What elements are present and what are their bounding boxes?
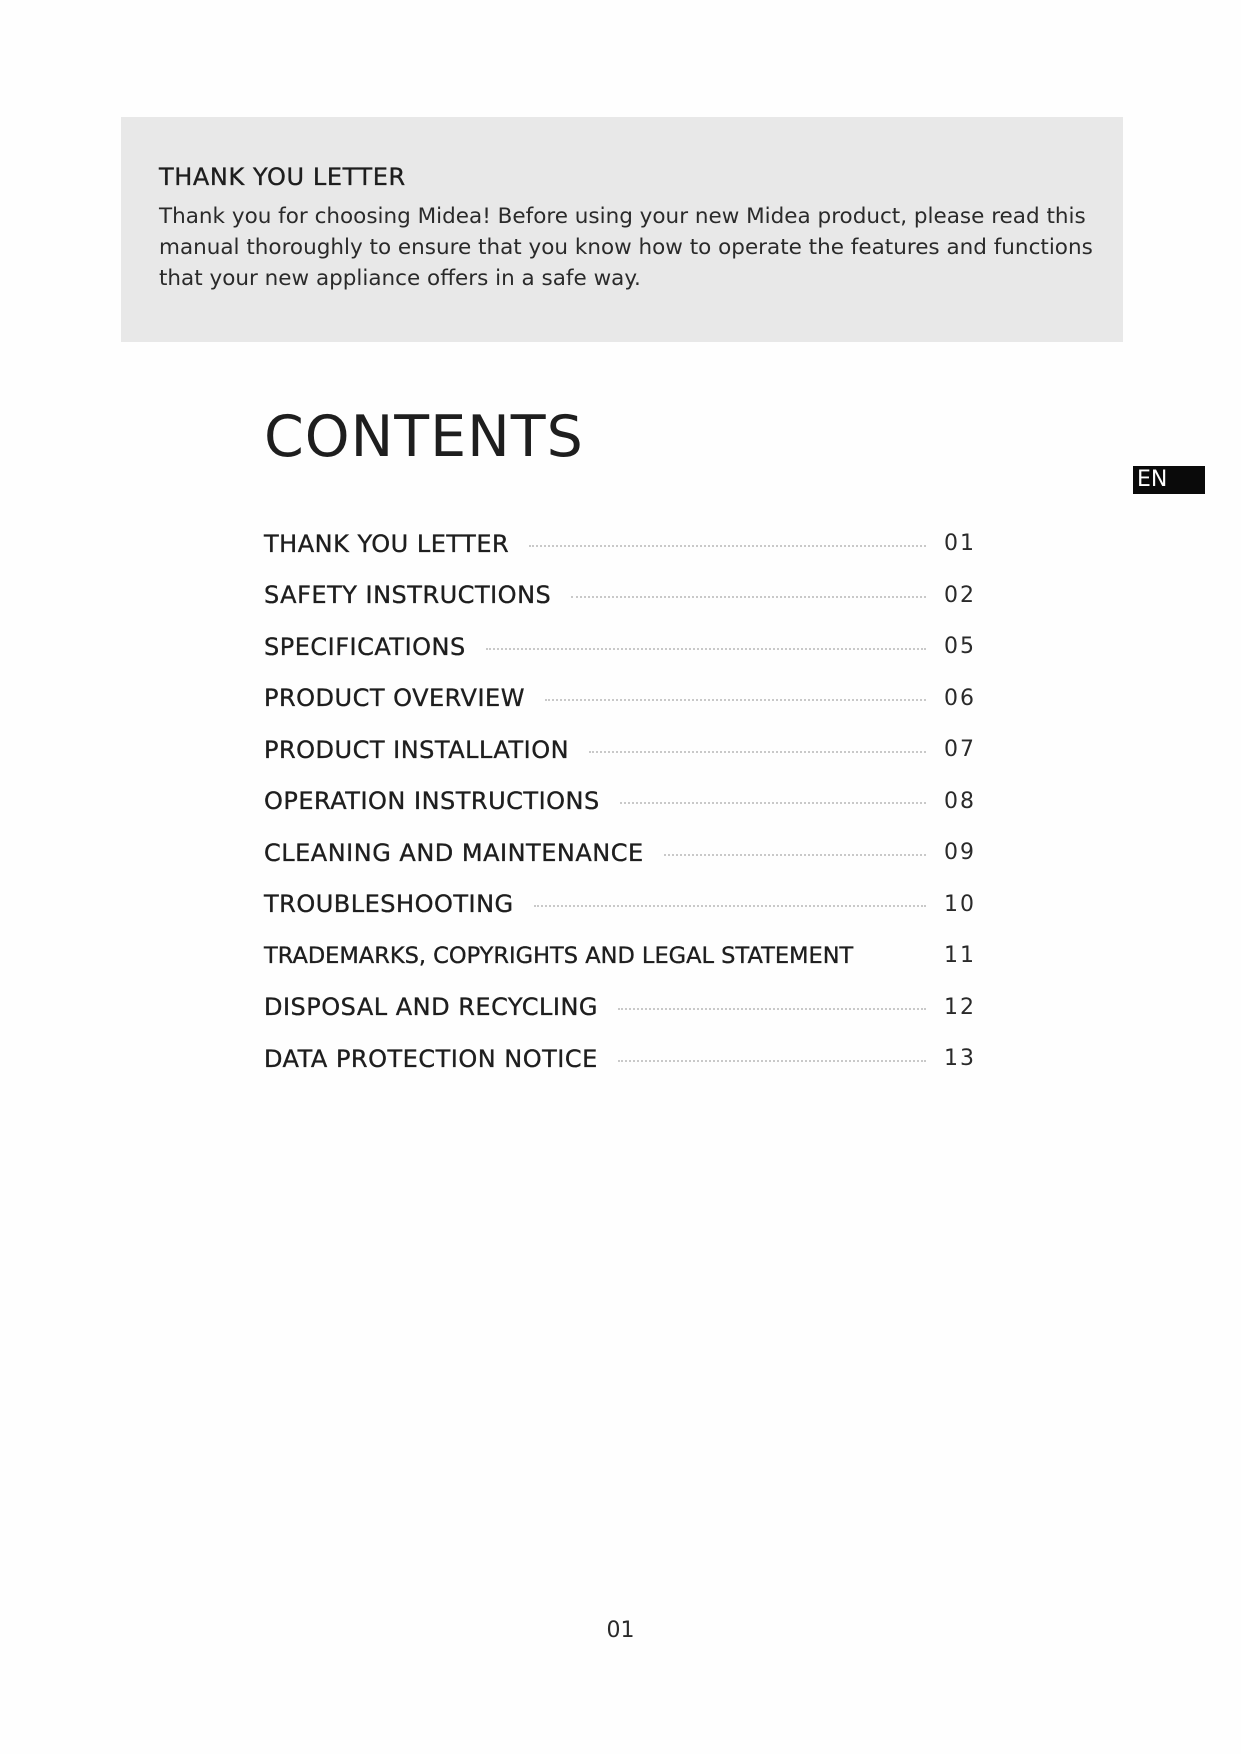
toc-page-number: 05 <box>944 634 976 660</box>
toc-entry[interactable] <box>264 1033 984 1085</box>
dot-leader <box>664 854 926 856</box>
dot-leader <box>618 1008 926 1010</box>
toc-label: TRADEMARKS, COPYRIGHTS AND LEGAL STATEMENT <box>264 942 854 969</box>
table-of-contents <box>264 518 984 1085</box>
toc-entry[interactable] <box>264 982 984 1034</box>
toc-entry[interactable] <box>264 621 984 673</box>
toc-page-number: 07 <box>944 737 976 763</box>
toc-page-number: 01 <box>944 531 976 557</box>
dot-leader <box>534 905 926 907</box>
toc-page-number: 09 <box>944 840 976 866</box>
toc-page-number: 13 <box>944 1046 976 1072</box>
dot-leader <box>486 648 926 650</box>
footer-page-number: 01 <box>606 1618 635 1643</box>
toc-label: DATA PROTECTION NOTICE <box>264 1044 598 1073</box>
thank-you-title: THANK YOU LETTER <box>159 163 406 191</box>
toc-page-number: 11 <box>944 943 976 969</box>
toc-entry[interactable] <box>264 724 984 776</box>
dot-leader <box>620 802 926 804</box>
thank-you-box <box>121 117 1123 342</box>
contents-title: CONTENTS <box>264 404 584 470</box>
toc-label: DISPOSAL AND RECYCLING <box>264 993 599 1022</box>
toc-label: SAFETY INSTRUCTIONS <box>264 581 552 610</box>
toc-page-number: 12 <box>944 994 976 1020</box>
dot-leader <box>545 699 926 701</box>
toc-label: THANK YOU LETTER <box>264 529 510 558</box>
toc-label: PRODUCT INSTALLATION <box>264 735 570 764</box>
toc-entry[interactable] <box>264 879 984 931</box>
toc-entry[interactable] <box>264 518 984 570</box>
dot-leader <box>589 751 926 753</box>
toc-label: SPECIFICATIONS <box>264 632 466 661</box>
toc-page-number: 06 <box>944 685 976 711</box>
toc-entry[interactable] <box>264 673 984 725</box>
toc-page-number: 02 <box>944 582 976 608</box>
dot-leader <box>529 545 926 547</box>
toc-label: TROUBLESHOOTING <box>264 890 514 919</box>
dot-leader <box>571 596 926 598</box>
toc-entry[interactable] <box>264 827 984 879</box>
toc-entry[interactable] <box>264 570 984 622</box>
toc-entry[interactable] <box>264 930 984 982</box>
toc-page-number: 10 <box>944 891 976 917</box>
dot-leader <box>618 1060 926 1062</box>
toc-label: CLEANING AND MAINTENANCE <box>264 838 644 867</box>
toc-entry[interactable] <box>264 776 984 828</box>
language-tab: EN <box>1133 466 1205 494</box>
toc-label: OPERATION INSTRUCTIONS <box>264 787 600 816</box>
thank-you-body: Thank you for choosing Midea! Before using your new Midea product, please read this manual thoroughly to ensure that you know how to operate the features and functions that your new appliance offers in a safe way. <box>159 204 1093 291</box>
toc-page-number: 08 <box>944 788 976 814</box>
toc-label: PRODUCT OVERVIEW <box>264 684 525 713</box>
